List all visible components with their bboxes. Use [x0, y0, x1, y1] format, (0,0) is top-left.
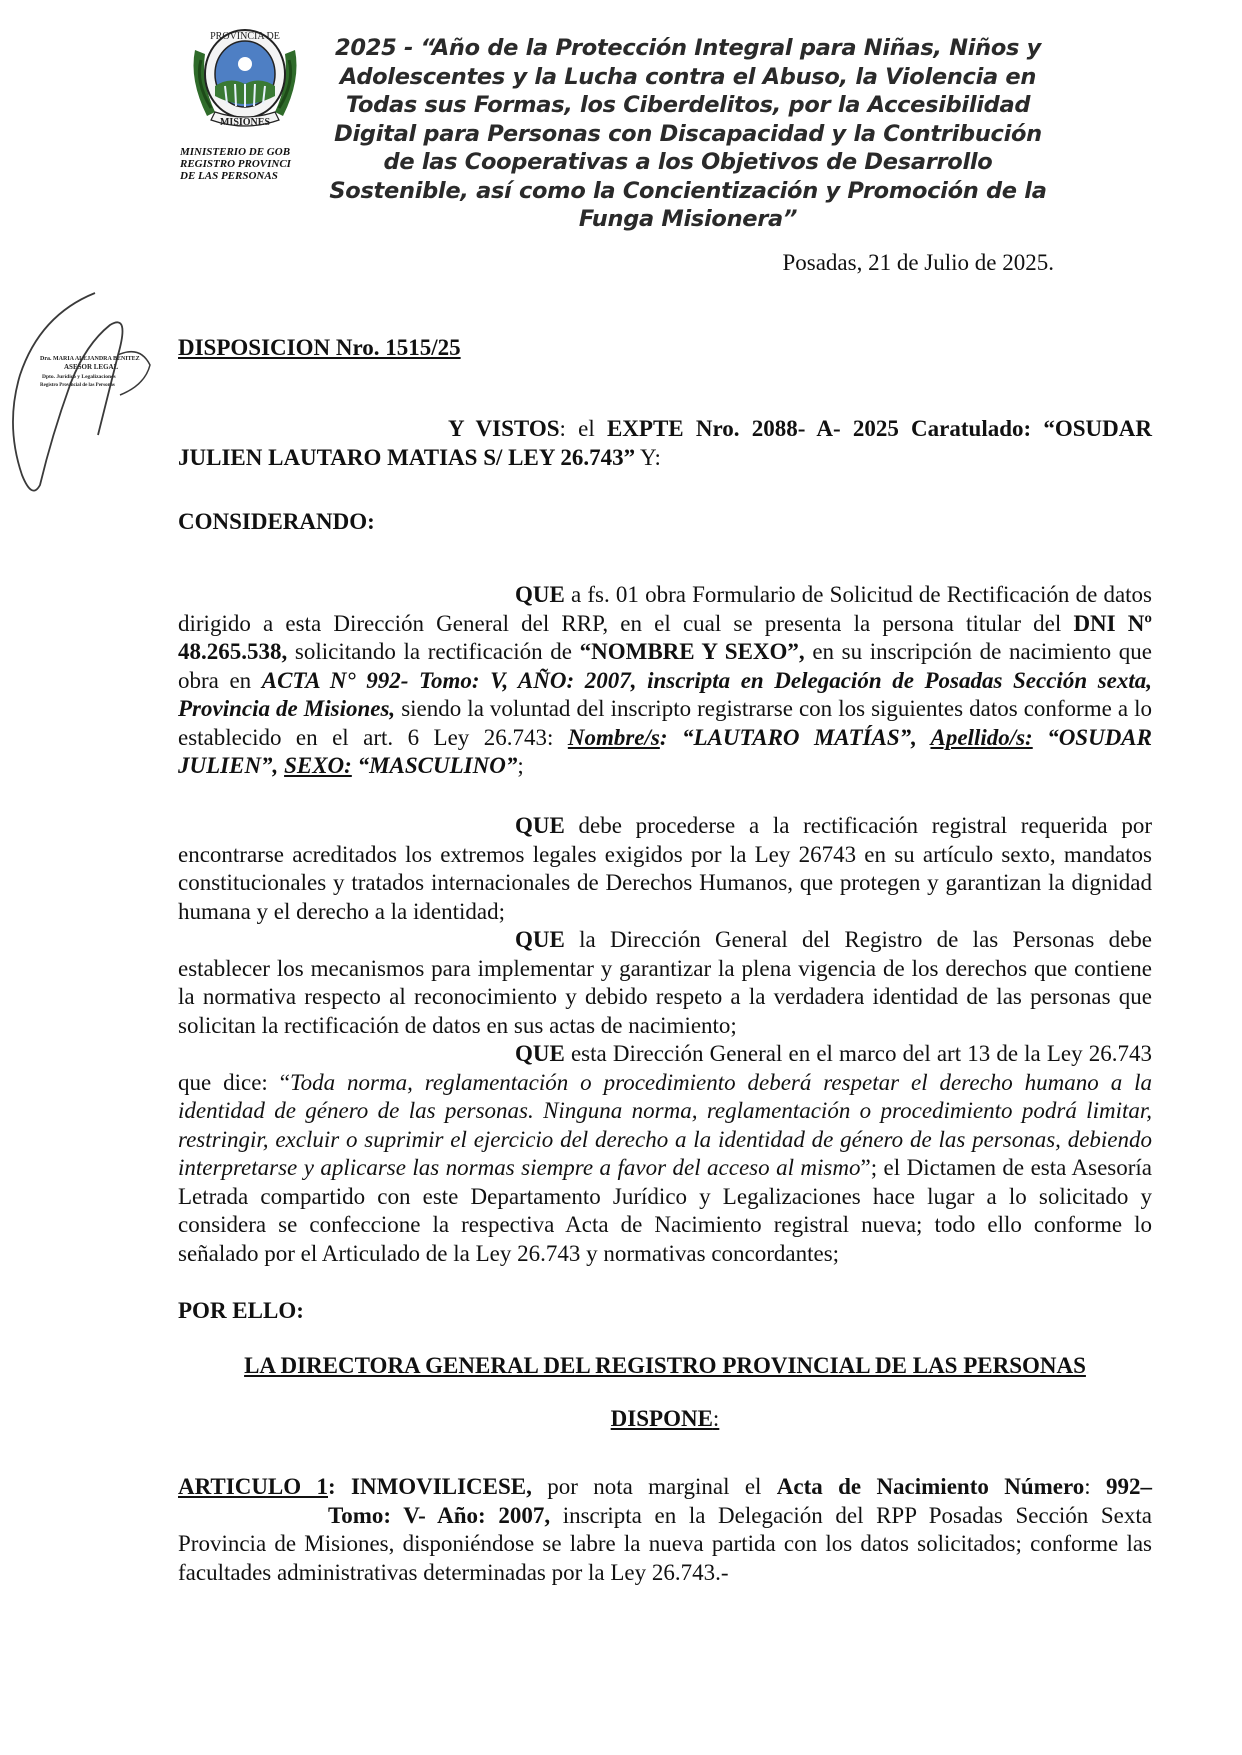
articulo-1: ARTICULO 1: INMOVILICESE, por nota marginal el Acta de Nacimiento Número: 992– Tomo: V- Año: 2007, inscripta en la Delegación del RPP Posadas Sección Sexta Provincia de Misiones, disponiéndose se labre la nueva partida con los datos solicitados; conforme las facultades administrativas determinadas por la Ley 26.743.-	[178, 1474, 1152, 1585]
stamp-line: Dra. MARIA ALEJANDRA BENITEZ	[40, 356, 140, 362]
considerando-heading: CONSIDERANDO:	[178, 509, 375, 534]
vistos-paragraph: Y VISTOS: el EXPTE Nro. 2088- A- 2025 Caratulado: “OSUDAR JULIEN LAUTARO MATIAS S/ LEY 26.743” Y:	[178, 416, 1152, 470]
organization-name	[180, 146, 300, 182]
signature-stamp	[0, 285, 175, 510]
org-line: MINISTERIO DE GOB	[180, 146, 291, 158]
document-date: Posadas, 21 de Julio de 2025.	[782, 250, 1054, 275]
directora-heading: LA DIRECTORA GENERAL DEL REGISTRO PROVINCIAL DE LAS PERSONAS	[244, 1353, 1086, 1378]
considerando-paragraph-3: QUE la Dirección General del Registro de las Personas debe establecer los mecanismos para implementar y garantizar la plena vigencia de los derechos que contiene la normativa respecto al reconocimiento y debido respeto a la verdadera identidad de las personas que solicitan la rectificación de datos en sus actas de nacimiento;	[178, 927, 1152, 1038]
disposition-number: DISPOSICION Nro. 1515/25	[178, 335, 461, 360]
dispone-heading: DISPONE:	[610, 1406, 720, 1431]
crest-bottom-text: MISIONES	[219, 117, 271, 128]
org-line: DE LAS PERSONAS	[180, 170, 278, 182]
stamp-line: ASESOR LEGAL	[64, 363, 119, 371]
org-line: REGISTRO PROVINCI	[180, 158, 291, 170]
considerando-paragraph-1: QUE a fs. 01 obra Formulario de Solicitud de Rectificación de datos dirigido a esta Dirección General del RRP, en el cual se presenta la persona titular del DNI Nº 48.265.538, solicitando la rectificación de “NOMBRE Y SEXO”, en su inscripción de nacimiento que obra en ACTA N° 992- Tomo: V, AÑO: 2007, inscripta en Delegación de Posadas Sección sexta, Provincia de Misiones, siendo la voluntad del inscripto registrarse con los siguientes datos conforme a lo establecido en el art. 6 Ley 26.743: Nombre/s: “LAUTARO MATÍAS”, Apellido/s: “OSUDAR JULIEN”, SEXO: “MASCULINO”;	[178, 582, 1152, 778]
stamp-line: Registro Provincial de las Personas	[40, 383, 115, 388]
provincia-misiones-crest-logo	[185, 20, 305, 130]
crest-top-text: PROVINCIA DE	[210, 31, 280, 42]
por-ello-heading: POR ELLO:	[178, 1298, 304, 1323]
considerando-paragraph-4: QUE esta Dirección General en el marco del art 13 de la Ley 26.743 que dice: “Toda norma, reglamentación o procedimiento deberá respetar el derecho humano a la identidad de género de las personas. Ninguna norma, reglamentación o procedimiento podrá limitar, restringir, excluir o suprimir el ejercicio del derecho a la identidad de género de las personas, debiendo interpretarse y aplicarse las normas siempre a favor del acceso al mismo”; el Dictamen de esta Asesoría Letrada compartido con este Departamento Jurídico y Legalizaciones hace lugar a lo solicitado y considera se confeccione la respectiva Acta de Nacimiento registral nueva; todo ello conforme lo señalado por el Articulado de la Ley 26.743 y normativas concordantes;	[178, 1041, 1153, 1266]
year-motto: 2025 - “Año de la Protección Integral para Niñas, Niños y Adolescentes y la Lucha contra el Abuso, la Violencia en Todas sus Formas, los Ciberdelitos, por la Accesibilidad Digital para Personas con Discapacidad y la Contribución de las Cooperativas a los Objetivos de Desarrollo Sostenible, así como la Concientización y Promoción de la Funga Misionera”	[329, 35, 1047, 232]
considerando-paragraph-2: QUE debe procederse a la rectificación registral requerida por encontrarse acreditados los extremos legales exigidos por la Ley 26743 en su artículo sexto, mandatos constitucionales y tratados internacionales de Derechos Humanos, que protegen y garantizan la dignidad humana y el derecho a la identidad;	[178, 813, 1152, 924]
stamp-line: Dpto. Jurídico y Legalizaciones	[42, 374, 116, 380]
